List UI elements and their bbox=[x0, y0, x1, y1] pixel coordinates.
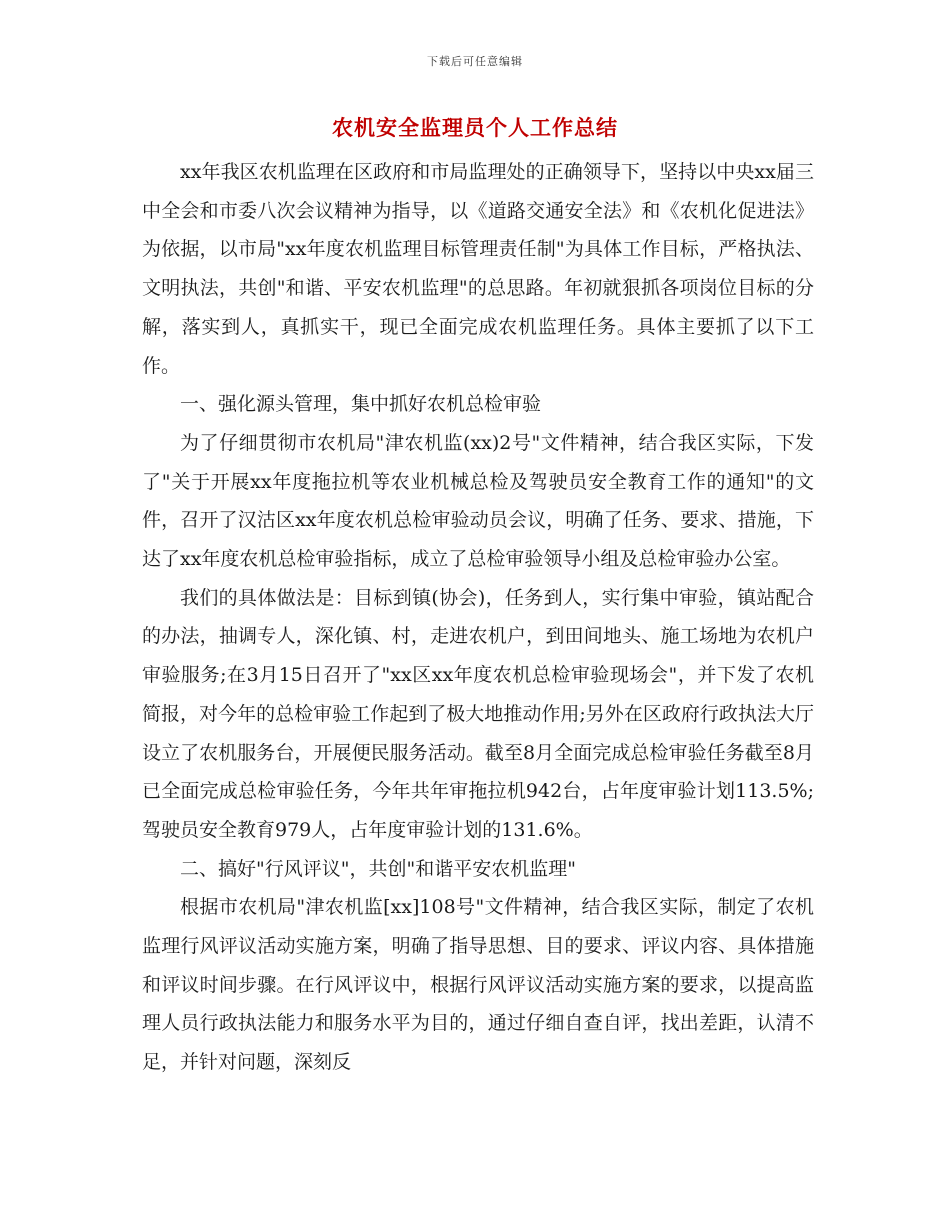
header-note: 下载后可任意编辑 bbox=[427, 55, 523, 68]
paragraph-section-2: 根据市农机局"津农机监[xx]108号"文件精神，结合我区实际，制定了农机监理行风评议活动实施方案，明确了指导思想、目的要求、评议内容、具体措施和评议时间步骤。在行风评议中，根据行风评议活动实施方案的要求，以提高监理人员行政执法能力和服务水平为目的，通过仔细自查自评，找出差距，认清不足，并针对问题，深刻反 bbox=[142, 896, 814, 1074]
paragraph-practice: 我们的具体做法是：目标到镇(协会)，任务到人，实行集中审验，镇站配合的办法，抽调专人，深化镇、村，走进农机户，到田间地头、施工场地为农机户审验服务;在3月15日召开了"xx区xx年度农机总检审验现场会"，并下发了农机简报，对今年的总检审验工作起到了极大地推动作用;另外在区政府行政执法大厅设立了农机服务台，开展便民服务活动。截至8月全面完成总检审验任务截至8月已全面完成总检审验任务，今年共年审拖拉机942台，占年度审验计划113.5%;驾驶员安全教育979人，占年度审验计划的131.6%。 bbox=[142, 586, 814, 841]
paragraph-section-1: 为了仔细贯彻市农机局"津农机监(xx)2号"文件精神，结合我区实际，下发了"关于开展xx年度拖拉机等农业机械总检及驾驶员安全教育工作的通知"的文件，召开了汉沽区xx年度农机总检审验动员会议，明确了任务、要求、措施，下达了xx年度农机总检审验指标，成立了总检审验领导小组及总检审验办公室。 bbox=[142, 431, 814, 571]
paragraph-intro: xx年我区农机监理在区政府和市局监理处的正确领导下，坚持以中央xx届三中全会和市委八次会议精神为指导，以《道路交通安全法》和《农机化促进法》为依据，以市局"xx年度农机监理目标管理责任制"为具体工作目标，严格执法、文明执法，共创"和谐、平安农机监理"的总思路。年初就狠抓各项岗位目标的分解，落实到人，真抓实干，现已全面完成农机监理任务。具体主要抓了以下工作。 bbox=[142, 161, 814, 377]
section-heading-1: 一、强化源头管理，集中抓好农机总检审验 bbox=[180, 393, 542, 416]
document-body bbox=[142, 153, 814, 1082]
section-heading-2: 二、搞好"行风评议"，共创"和谐平安农机监理" bbox=[180, 857, 576, 880]
document-title: 农机安全监理员个人工作总结 bbox=[332, 115, 618, 140]
